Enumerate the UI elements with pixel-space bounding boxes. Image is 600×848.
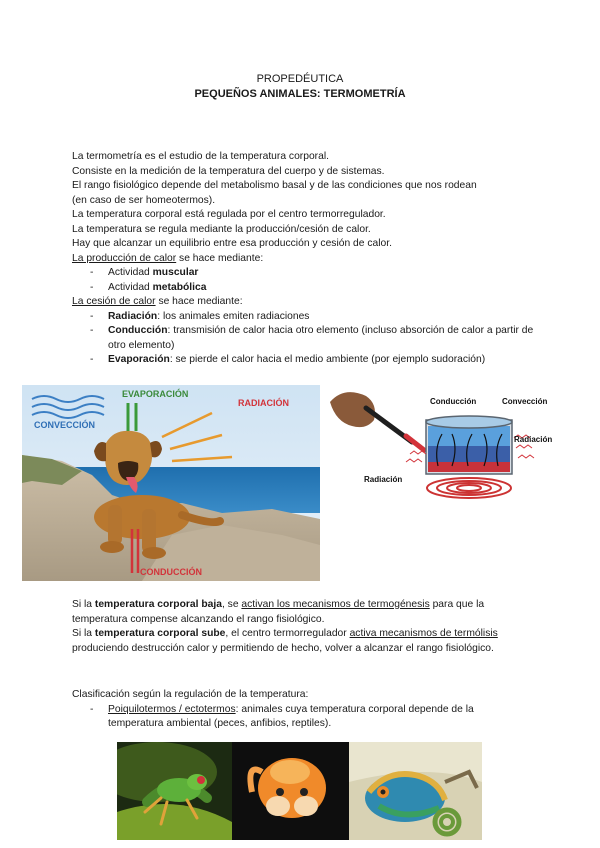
intro-text: [72, 150, 542, 368]
pot-radiacion-left-label: Radiación: [364, 475, 403, 484]
pot-conduccion-label: Conducción: [430, 397, 477, 406]
text-run: : animales cuya temperatura corporal depende de la temperatura ambiental (peces, anfibios, reptiles).: [108, 703, 474, 730]
text-run: Si la: [72, 599, 95, 610]
produccion-rest: se hace mediante:: [176, 252, 264, 264]
item-text: : los animales emiten radiaciones: [157, 310, 310, 322]
radiacion-label: RADIACIÓN: [238, 398, 289, 408]
underlined-run: Poiquilotermos / ectotermos: [108, 703, 236, 715]
text-run: , se: [221, 599, 242, 610]
underlined-run: activan los mecanismos de termogénesis: [241, 599, 430, 610]
regulation-text: [72, 598, 522, 656]
item-bold: metabólica: [152, 281, 207, 293]
list-item: [72, 310, 542, 325]
text-run: , el centro termorregulador: [225, 628, 350, 640]
text-run: Si la: [72, 628, 95, 640]
list-item: [72, 281, 542, 296]
pot-radiacion-right-label: Radiación: [514, 435, 553, 444]
paragraph: [72, 627, 522, 656]
produccion-lead: La producción de calor: [72, 252, 177, 264]
dog-heat-exchange-figure: [22, 385, 320, 581]
pot-conveccion-label: Convección: [502, 397, 548, 406]
item-bold: Evaporación: [108, 354, 170, 365]
page-title: PEQUEÑOS ANIMALES: TERMOMETRÍA: [194, 88, 406, 100]
evaporacion-label: EVAPORACIÓN: [122, 389, 189, 399]
paragraph: La temperatura se regula mediante la producción/cesión de calor.: [72, 223, 371, 235]
conduccion-label: CONDUCCIÓN: [140, 567, 202, 577]
paragraph: Hay que alcanzar un equilibrio entre esa producción y cesión de calor.: [72, 238, 392, 249]
item-bold: muscular: [152, 267, 199, 278]
item-text: Actividad: [108, 281, 153, 293]
produccion-heading: [72, 252, 542, 267]
paragraph: La termometría es el estudio de la temperatura corporal.: [72, 151, 329, 162]
produccion-list: [72, 266, 542, 295]
cesion-rest: se hace mediante:: [155, 296, 243, 307]
list-item: [72, 324, 542, 353]
frog-photo: [117, 742, 232, 840]
pot-heat-transfer-figure: [326, 382, 560, 506]
list-item: [72, 266, 542, 281]
classification-list: [72, 703, 522, 732]
item-bold: Conducción: [108, 325, 168, 336]
item-text: : se pierde el calor hacia el medio ambiente (por ejemplo sudoración): [169, 354, 486, 365]
classification-heading: Clasificación según la regulación de la temperatura:: [72, 689, 309, 700]
list-item: [72, 353, 542, 368]
title-block: [0, 72, 600, 102]
list-item: [72, 703, 522, 732]
conveccion-label: CONVECCIÓN: [34, 420, 96, 430]
goldfish-photo: [232, 742, 349, 840]
item-text: : transmisión de calor hacia otro elemento (incluso absorción de calor a partir de otro elemento): [108, 325, 534, 351]
chameleon-photo: [349, 742, 482, 840]
classification-text: [72, 688, 522, 732]
cesion-list: [72, 310, 542, 368]
bold-run: temperatura corporal baja: [94, 599, 222, 610]
pot: [426, 416, 512, 474]
underlined-run: activa mecanismos de termólisis: [349, 628, 498, 640]
item-bold: Radiación: [108, 310, 158, 322]
paragraph: [72, 598, 522, 627]
paragraph: El rango fisiológico depende del metabolismo basal y de las condiciones que nos rodean: [72, 180, 477, 191]
course-name: PROPEDÉUTICA: [256, 73, 344, 85]
bold-run: temperatura corporal sube: [94, 628, 226, 640]
item-text: Actividad: [108, 267, 153, 278]
cesion-heading: [72, 295, 542, 310]
paragraph: Consiste en la medición de la temperatura del cuerpo y de sistemas.: [72, 165, 385, 177]
text-run: para que la temperatura compense alcanzando el rango fisiológico.: [72, 599, 485, 625]
paragraph: (en caso de ser homeotermos).: [72, 194, 216, 206]
cesion-lead: La cesión de calor: [72, 296, 156, 307]
paragraph: La temperatura corporal está regulada por el centro termorregulador.: [72, 209, 386, 220]
text-run: produciendo destrucción calor y permitiendo de hecho, volver a alcanzar el rango fisiológico.: [72, 642, 494, 654]
